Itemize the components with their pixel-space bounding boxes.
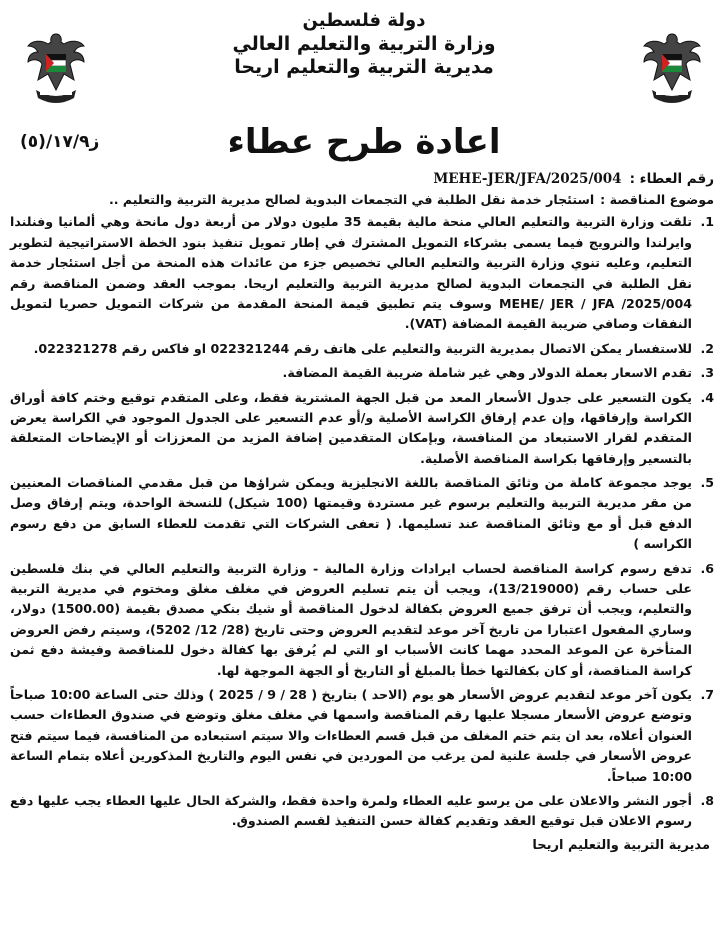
state-name: دولة فلسطين [302, 10, 426, 31]
clause-text: للاستفسار يمكن الاتصال بمديرية التربية والتعليم على هاتف رقم 022321244 او فاكس رقم 022321278. [33, 340, 692, 356]
clause-number: 8. [700, 792, 714, 808]
ministry-name: وزارة التربية والتعليم العالي [232, 32, 496, 55]
tender-number-label: رقم العطاء : [629, 171, 714, 188]
palestine-eagle-emblem-icon [24, 28, 88, 108]
clause-item [10, 559, 714, 681]
tender-subject-row [10, 191, 718, 208]
clause-item [10, 473, 714, 555]
clause-text: يكون آخر موعد لتقديم عروض الأسعار هو يوم (الاحد ) بتاريخ ( 28 / 9 / 2025 ) وذلك حتى الساعة 10:00 صباحاً وتوضع عروض الأسعار مسجلا عليها رقم المناقصة واسمها في مغلف مغلق وتوضع في صندوق العطاءات حسب العنوان أعلاه، بعد ان يتم ختم المغلف من قبل قسم العطاءات والا سيتم استبعاده من المنافسة، فيما سيتم فتح عروض الأسعار في جلسة علنية لمن يرغب من الموردين في نفس اليوم والتاريخ المذكورين أعلاه بتمام الساعة 10:00 صباحاً. [10, 686, 693, 784]
page-title: اعادة طرح عطاء [227, 122, 501, 162]
clause-number: 1. [700, 214, 714, 230]
subject-label: موضوع المناقصة : [600, 192, 714, 208]
subject-text: استئجار خدمة نقل الطلبة في التجمعات البدوية لصالح مديرية التربية والتعليم .. [108, 192, 595, 208]
directorate-name: مديرية التربية والتعليم اريحا [234, 56, 494, 79]
clause-item [10, 791, 714, 832]
clause-text: تقدم الاسعار بعملة الدولار وهي غير شاملة ضريبة القيمة المضافة. [282, 365, 692, 381]
tender-announcement [10, 10, 718, 920]
clause-item [10, 388, 714, 470]
clause-text: تلقت وزارة التربية والتعليم العالي منحة مالية بقيمة 35 مليون دولار من أربعة دول مانحة وهي ألمانيا وفنلندا وايرلندا والنرويج فيما يسمى بشركاء التمويل المشترك في إطار تمويل تنفيذ بنود الخطة الاستراتيجية لتطوير التعليم، وعليه تنوي وزارة التربية والتعليم العالي تخصيص جزء من عائدات هذه المنحة من أجل استئجار خدمة نقل الطلبة في التجمعات البدوية لصالح مديرية التربية والتعليم اريحا. بموجب العقد وضمن المناقصة رقم MEHE/ JER / JFA /2025/004 وسوف يتم تطبيق قيمة المنحة المقدمة من شركات التمويل حصريا لتمويل النفقات وصافي ضريبة القيمة المضافة (VAT). [10, 214, 693, 332]
clause-text: أجور النشر والاعلان على من يرسو عليه العطاء ولمرة واحدة فقط، والشركة الحال عليها العطاء يجب عليها دفع رسوم الاعلان قبل توقيع العقد وتقديم كفالة حسن التنفيذ لقسم الصندوق. [10, 792, 692, 829]
letterhead [10, 10, 718, 128]
clause-text: يكون التسعير على جدول الأسعار المعد من قبل الجهة المشترية فقط، وعلى المتقدم توقيع وختم كافة أوراق الكراسة وإرفاقها، وإن عدم إرفاق الكراسة الأصلية و/أو عدم التسعير على الجدول الموجود في الكراسة يعرض المتقدم لقرار الاستبعاد من المنافسة، وبإمكان المتقدمين إضافة المزيد من المعززات أو الإيضاحات المتعلقة بالتسعير وإرفاقها بكراسة المناقصة الأصلية. [10, 389, 692, 466]
clause-item [10, 339, 714, 359]
clause-number: 5. [700, 475, 714, 491]
tender-number-row [10, 171, 718, 187]
clause-text: تدفع رسوم كراسة المناقصة لحساب ايرادات وزارة المالية - وزارة التربية والتعليم العالي في بنك فلسطين على حساب رقم (13/219000)، ويجب أن يتم تسليم العروض في مغلف مغلق ومختوم في مديرية التربية والتعليم، ويجب أن ترفق جميع العروض بكفالة لدخول المناقصة أو شيك بنكي مصدق بقيمة (1500.00) دولار، وساري المفعول اعتبارا من تاريخ آخر موعد لتقديم العروض وحتى تاريخ (28/ 12/ 5202)، وسيتم رفض العروض المتأخرة عن الموعد المحدد مهما كانت الأسباب او التي لم يُرفق بها كفالة دخول للمناقصة وفيشة دفع ثمن كراسة المناقصة، أو كان بكفالتها خطأ بالمبلغ أو التاريخ أو الجهة الموجهة لها. [10, 560, 693, 678]
clause-item [10, 212, 714, 334]
clause-item [10, 685, 714, 787]
palestine-eagle-emblem-icon [640, 28, 704, 108]
clauses-list [10, 212, 718, 831]
clause-number: 6. [700, 560, 714, 576]
signature-line: مديرية التربية والتعليم اريحا [532, 837, 710, 853]
reference-code: ز١٧/٩/(٥) [20, 132, 100, 152]
clause-number: 7. [700, 686, 714, 702]
clause-number: 2. [700, 340, 714, 356]
clause-item [10, 363, 714, 383]
clause-number: 4. [700, 389, 714, 405]
clause-text: يوجد مجموعة كاملة من وثائق المناقصة باللغة الانجليزية ويمكن شراؤها من قبل مقدمي المناقصات المعنيين من مقر مديرية التربية والتعليم برسوم غير مستردة وقيمتها (100 شيكل) للنسخة الواحدة، ويتم إرفاق وصل الدفع قبل أو مع وثائق المناقصة عند تسليمها. ( تعفى الشركات التي تقدمت للعطاء السابق من دفع رسوم الكراسه ) [10, 475, 692, 552]
tender-number: MEHE-JER/JFA/2025/004 [433, 171, 622, 188]
clause-number: 3. [700, 365, 714, 381]
